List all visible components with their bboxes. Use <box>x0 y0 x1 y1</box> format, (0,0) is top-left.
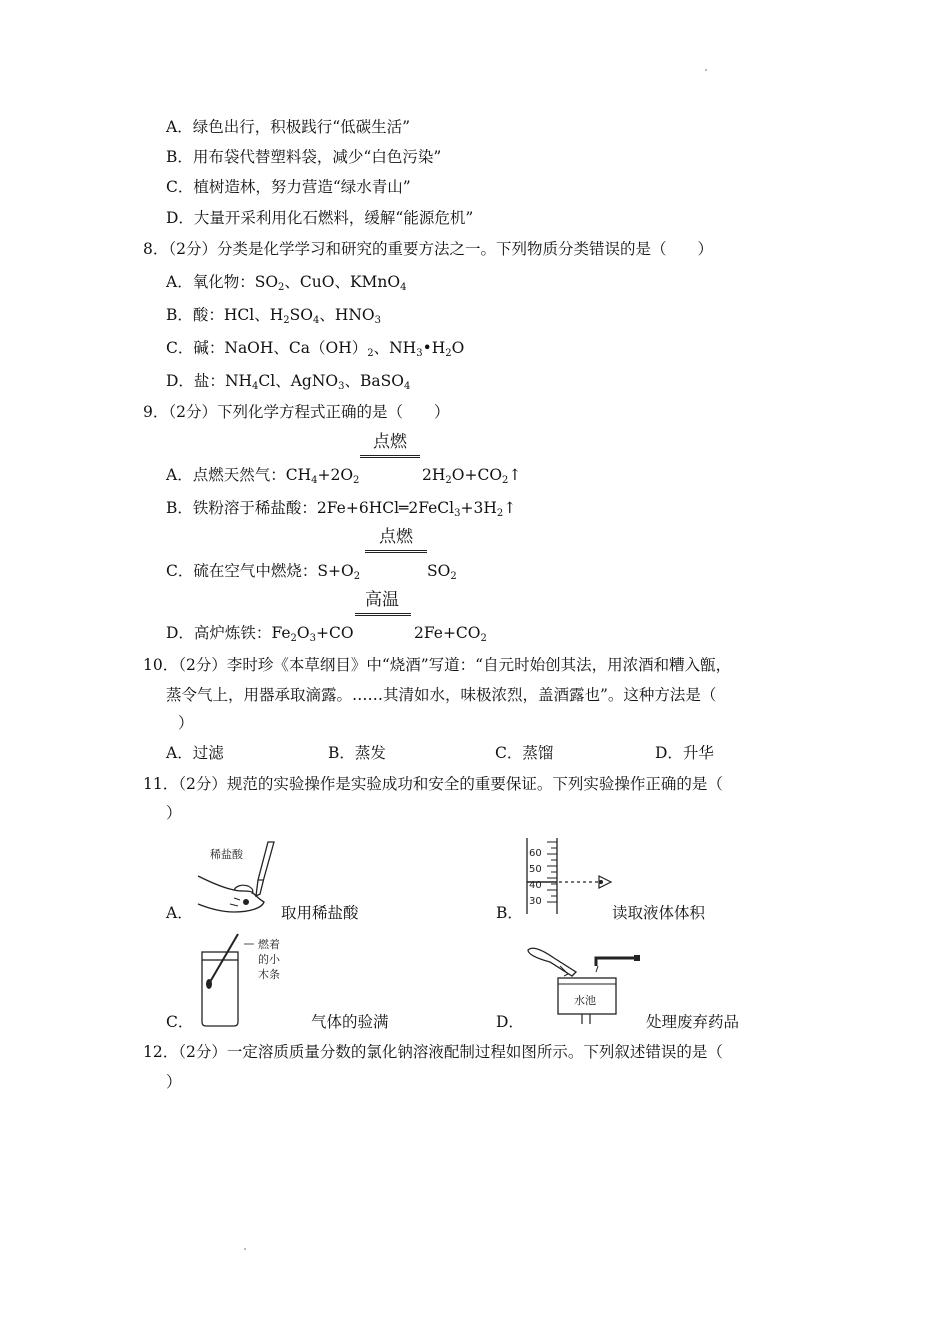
q9-a-condition: 点燃 <box>373 432 407 452</box>
formula-part: NH <box>224 372 253 390</box>
option-label: A．点燃天然气： <box>166 466 286 484</box>
option-label: C．硫在空气中燃烧： <box>166 562 318 580</box>
q8-stem: 8．（2分）分类是化学学习和研究的重要方法之一。下列物质分类错误的是（ ） <box>143 240 713 258</box>
formula-sub: 2 <box>278 282 285 293</box>
formula-part: 、CuO、KMnO <box>284 273 401 291</box>
q10-stem-line1: 10．（2分）李时珍《本草纲目》中“烧酒”写道：“自元时始创其法，用浓酒和糟入甑， <box>143 656 732 674</box>
formula-sub: 4 <box>252 381 259 392</box>
formula-sub: 4 <box>312 315 320 326</box>
q7-option-a: A．绿色出行，积极践行“低碳生活” <box>166 118 411 136</box>
q12-stem-line2: ） <box>166 1073 182 1091</box>
formula-part: 、BaSO <box>344 372 404 390</box>
q9-option-d: D．高炉炼铁：$Fe_2O_3+CO$ <box>166 624 354 644</box>
q11-d-caption: 处理废弃药品 <box>646 1013 740 1031</box>
formula-part: 、NH <box>373 339 417 357</box>
q9-a-products: $2H_2O+CO_2↑$ <box>422 466 522 486</box>
graduated-cylinder-figure <box>515 836 615 920</box>
q10-stem-line2: 蒸令气上，用器承取滴露。……其清如水，味极浓烈，盖酒露也”。这种方法是（ <box>166 686 717 704</box>
dropper-hand-figure <box>190 838 284 920</box>
fig-c-label: 木条 <box>258 968 280 981</box>
q11-a-caption: 取用稀盐酸 <box>281 904 359 922</box>
q10-option-a: A．过滤 <box>166 744 224 762</box>
formula-sub: 3 <box>416 348 423 359</box>
q9-option-c: C．硫在空气中燃烧：$S+O_2$ <box>166 562 361 582</box>
q9-stem: 9．（2分）下列化学方程式正确的是（ ） <box>143 403 450 421</box>
equals-bar <box>365 550 427 553</box>
equals-bar <box>360 455 420 458</box>
q9-d-products: $2Fe+CO_2$ <box>414 624 487 644</box>
sink-disposal-figure <box>524 944 644 1028</box>
q9-c-products: $SO_2$ <box>427 562 457 582</box>
q9-c-condition: 点燃 <box>379 527 413 547</box>
q9-option-a: A．点燃天然气：$CH_4+2O_2$ <box>166 466 360 486</box>
fig-c-label: 的小 <box>258 953 280 966</box>
formula-part: NaOH、Ca（OH） <box>224 339 368 357</box>
scan-dot <box>705 69 707 71</box>
q11-c-letter: C． <box>166 1013 194 1031</box>
q7-option-b: B．用布袋代替塑料袋，减少“白色污染” <box>166 148 442 166</box>
formula-part: O <box>451 339 465 357</box>
q11-stem-line2: ） <box>166 804 182 822</box>
tick-label: 40 <box>529 880 542 891</box>
q8-option-a <box>166 272 406 292</box>
formula-part: HCl、H <box>223 306 284 324</box>
formula-part: SO <box>254 273 279 291</box>
formula-sub: 3 <box>338 381 345 392</box>
option-label: B．酸： <box>166 306 224 324</box>
q10-option-b: B．蒸发 <box>328 744 386 762</box>
q11-a-letter: A． <box>166 904 193 922</box>
tick-label: 60 <box>529 848 542 859</box>
formula-part: Cl、AgNO <box>258 372 339 390</box>
formula-part: •H <box>422 339 446 357</box>
option-label: C．碱： <box>166 339 225 357</box>
formula-sub: 2 <box>283 315 290 326</box>
option-label: B．铁粉溶于稀盐酸： <box>166 499 317 517</box>
tick-label: 30 <box>529 896 542 907</box>
equals-bar <box>355 613 411 616</box>
option-label: D．盐： <box>166 372 225 390</box>
q11-d-letter: D． <box>496 1013 524 1031</box>
q11-stem-line1: 11．（2分）规范的实验操作是实验成功和安全的重要保证。下列实验操作正确的是（ <box>143 775 723 793</box>
q11-b-caption: 读取液体体积 <box>612 904 706 922</box>
q10-option-c: C．蒸馏 <box>495 744 554 762</box>
formula-sub: 2 <box>367 348 374 359</box>
q11-b-letter: B． <box>496 904 523 922</box>
q9-option-b: B．铁粉溶于稀盐酸：$2Fe+6HCl═2FeCl_3+3H_2↑$ <box>166 499 517 519</box>
q9-d-condition: 高温 <box>365 590 399 610</box>
q7-option-c: C．植树造林，努力营造“绿水青山” <box>166 178 411 196</box>
formula-sub: 3 <box>374 315 381 326</box>
option-label: A．氧化物： <box>166 273 255 291</box>
tick-label: 50 <box>529 864 542 875</box>
scan-dot <box>244 1248 246 1250</box>
formula-sub: 4 <box>400 282 407 293</box>
q10-option-d: D．升华 <box>655 744 714 762</box>
fig-a-label: 稀盐酸 <box>210 848 243 861</box>
formula-sub: 2 <box>445 348 452 359</box>
option-label: D．高炉炼铁： <box>166 624 272 642</box>
q7-option-d: D．大量开采利用化石燃料，缓解“能源危机” <box>166 209 474 227</box>
gas-bottle-figure <box>194 930 294 1030</box>
formula-part: SO <box>289 306 313 324</box>
q12-stem-line1: 12．（2分）一定溶质质量分数的氯化钠溶液配制过程如图所示。下列叙述错误的是（ <box>143 1043 723 1061</box>
formula-part: 、HNO <box>319 306 375 324</box>
formula-sub: 4 <box>403 381 411 392</box>
q8-option-d <box>166 371 410 391</box>
q8-option-c <box>166 338 464 358</box>
q11-c-caption: 气体的验满 <box>311 1013 389 1031</box>
q8-option-b <box>166 305 381 325</box>
fig-c-label: 燃着 <box>258 938 280 951</box>
fig-d-label: 水池 <box>574 994 596 1007</box>
q10-stem-line3: ） <box>178 714 194 732</box>
